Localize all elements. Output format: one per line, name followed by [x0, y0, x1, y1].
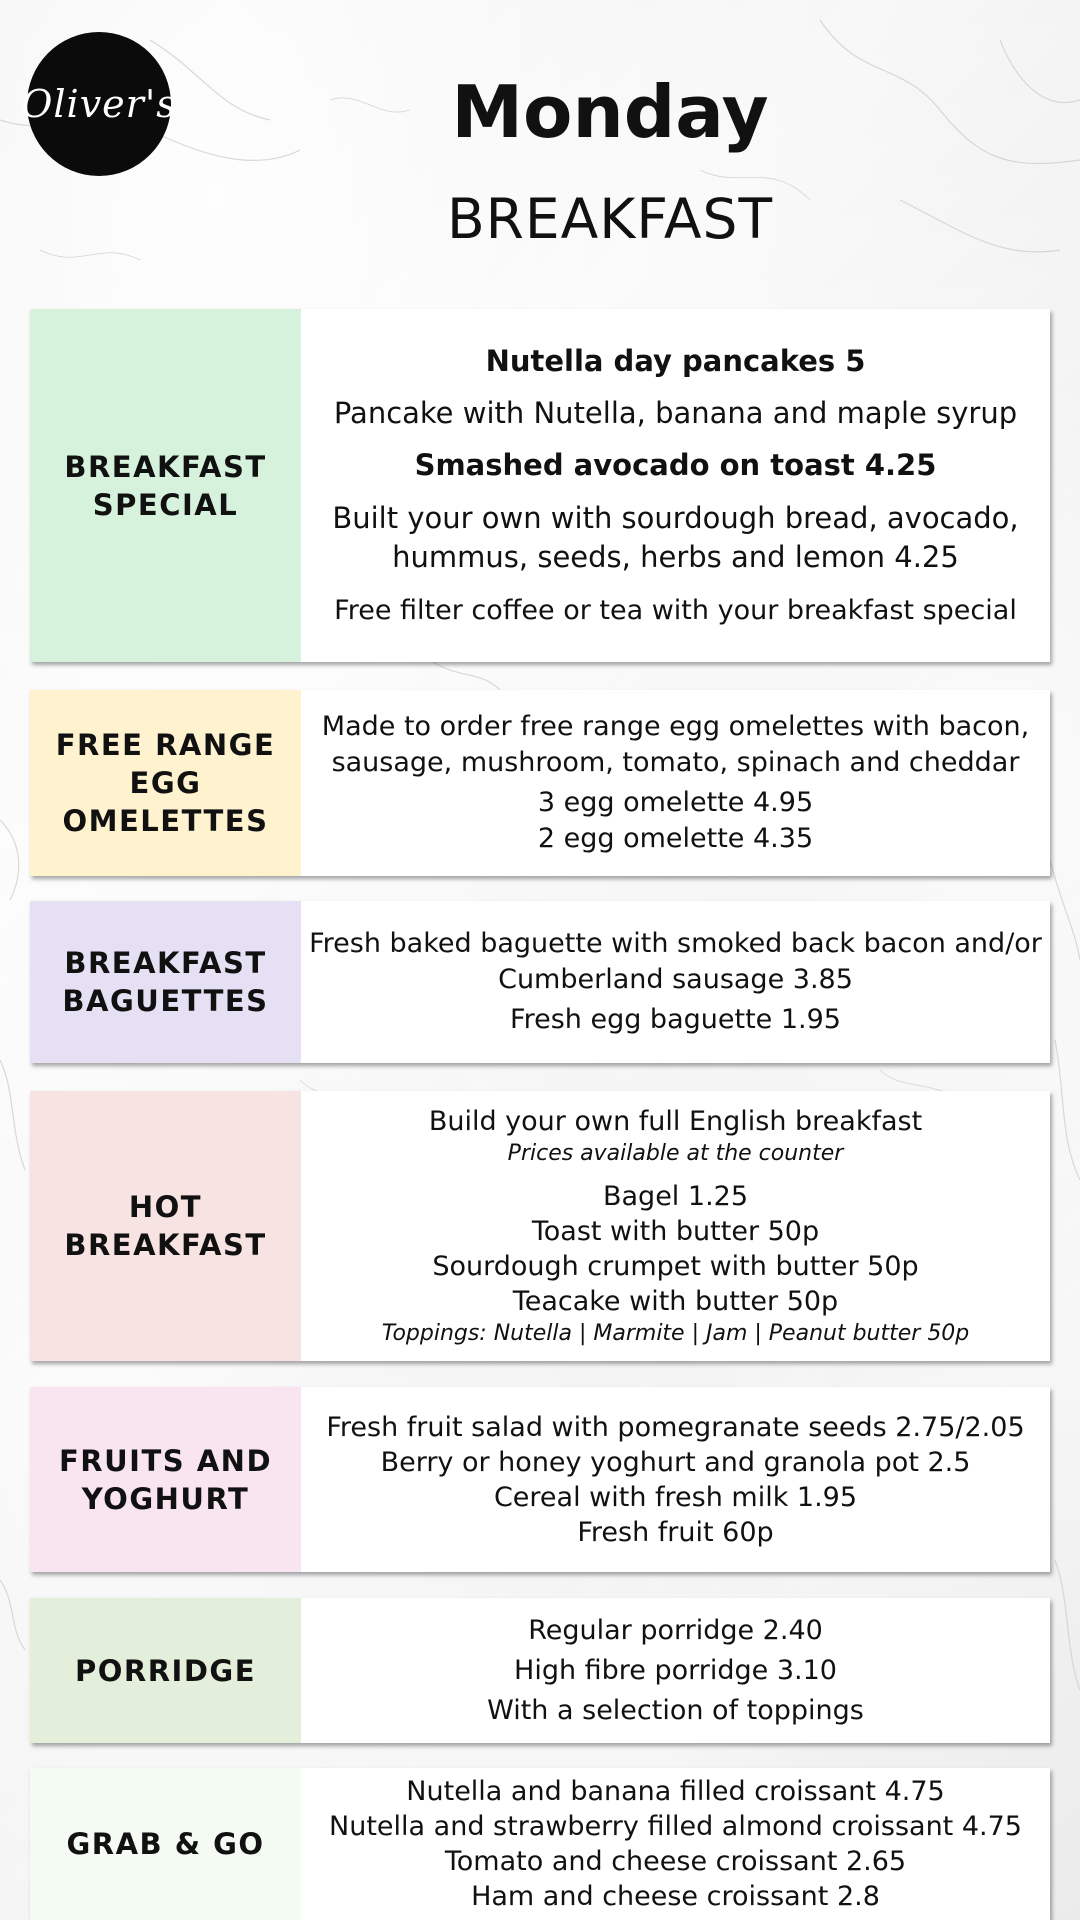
menu-item: High fibre porridge 3.10	[514, 1654, 837, 1686]
menu-item: Fresh baked baguette with smoked back bacon and/or Cumberland sausage 3.85	[309, 928, 1042, 995]
menu-item: Nutella and banana filled croissant 4.75	[406, 1776, 945, 1807]
menu-item: Toast with butter 50p	[531, 1215, 820, 1247]
section-fruits-yoghurt	[30, 1387, 1050, 1572]
section-baguettes	[30, 901, 1050, 1063]
section-label: BREAKFAST BAGUETTES	[30, 901, 301, 1063]
menu-item: Fresh fruit salad with pomegranate seeds 2.75/2.05	[326, 1411, 1025, 1443]
section-porridge	[30, 1598, 1050, 1743]
menu-item: Regular porridge 2.40	[528, 1614, 823, 1646]
day-title: Monday	[451, 70, 769, 154]
menu-item: Ham and cheese croissant 2.8	[471, 1881, 880, 1912]
menu-note: Prices available at the counter	[507, 1140, 844, 1166]
section-label: PORRIDGE	[30, 1598, 301, 1743]
menu-item: Cereal with fresh milk 1.95	[493, 1481, 858, 1513]
section-items	[301, 690, 1050, 876]
section-items	[301, 1598, 1050, 1743]
section-items	[301, 901, 1050, 1063]
menu-item: Berry or honey yoghurt and granola pot 2.5	[380, 1446, 971, 1478]
section-breakfast-special	[30, 309, 1050, 662]
menu-item: Sourdough crumpet with butter 50p	[432, 1250, 919, 1282]
menu-item-title: Nutella day pancakes 5	[485, 343, 866, 378]
section-label: HOT BREAKFAST	[30, 1091, 301, 1361]
menu-item-title: Smashed avocado on toast 4.25	[414, 447, 937, 482]
section-label: BREAKFAST SPECIAL	[30, 309, 301, 662]
section-items	[301, 309, 1050, 662]
section-label: FREE RANGE EGG OMELETTES	[30, 690, 301, 876]
menu-item: Teacake with butter 50p	[512, 1285, 839, 1317]
menu-item: Bagel 1.25	[602, 1180, 749, 1212]
meal-title: BREAKFAST	[446, 187, 774, 251]
section-grab-go	[30, 1768, 1050, 1920]
menu-note: Free filter coffee or tea with your breakfast special	[334, 594, 1017, 626]
menu-item-description: Built your own with sourdough bread, avocado, hummus, seeds, herbs and lemon 4.25	[332, 500, 1019, 574]
menu-item-description: Pancake with Nutella, banana and maple syrup	[333, 395, 1018, 430]
menu-item: 2 egg omelette 4.35	[537, 823, 814, 854]
menu-note: Toppings: Nutella | Marmite | Jam | Peanut butter 50p	[381, 1320, 970, 1346]
logo-text: Oliver's	[21, 82, 177, 126]
section-label: GRAB & GO	[30, 1768, 301, 1920]
menu-item-description: Made to order free range egg omelettes with bacon, sausage, mushroom, tomato, spinach and cheddar	[321, 711, 1030, 778]
menu-item: With a selection of toppings	[487, 1694, 864, 1726]
section-hot-breakfast	[30, 1091, 1050, 1361]
section-items	[301, 1091, 1050, 1361]
logo	[21, 32, 177, 176]
menu-item-description: Build your own full English breakfast	[428, 1105, 923, 1137]
menu-item: Nutella and strawberry filled almond croissant 4.75	[329, 1811, 1022, 1842]
section-items	[301, 1387, 1050, 1572]
section-label: FRUITS AND YOGHURT	[30, 1387, 301, 1572]
section-items	[301, 1768, 1050, 1920]
menu-item: Fresh egg baguette 1.95	[510, 1004, 841, 1035]
menu-item: Fresh fruit 60p	[577, 1516, 774, 1548]
menu-item: 3 egg omelette 4.95	[537, 787, 814, 818]
menu-item: Tomato and cheese croissant 2.65	[444, 1846, 907, 1877]
section-omelettes	[30, 690, 1050, 876]
